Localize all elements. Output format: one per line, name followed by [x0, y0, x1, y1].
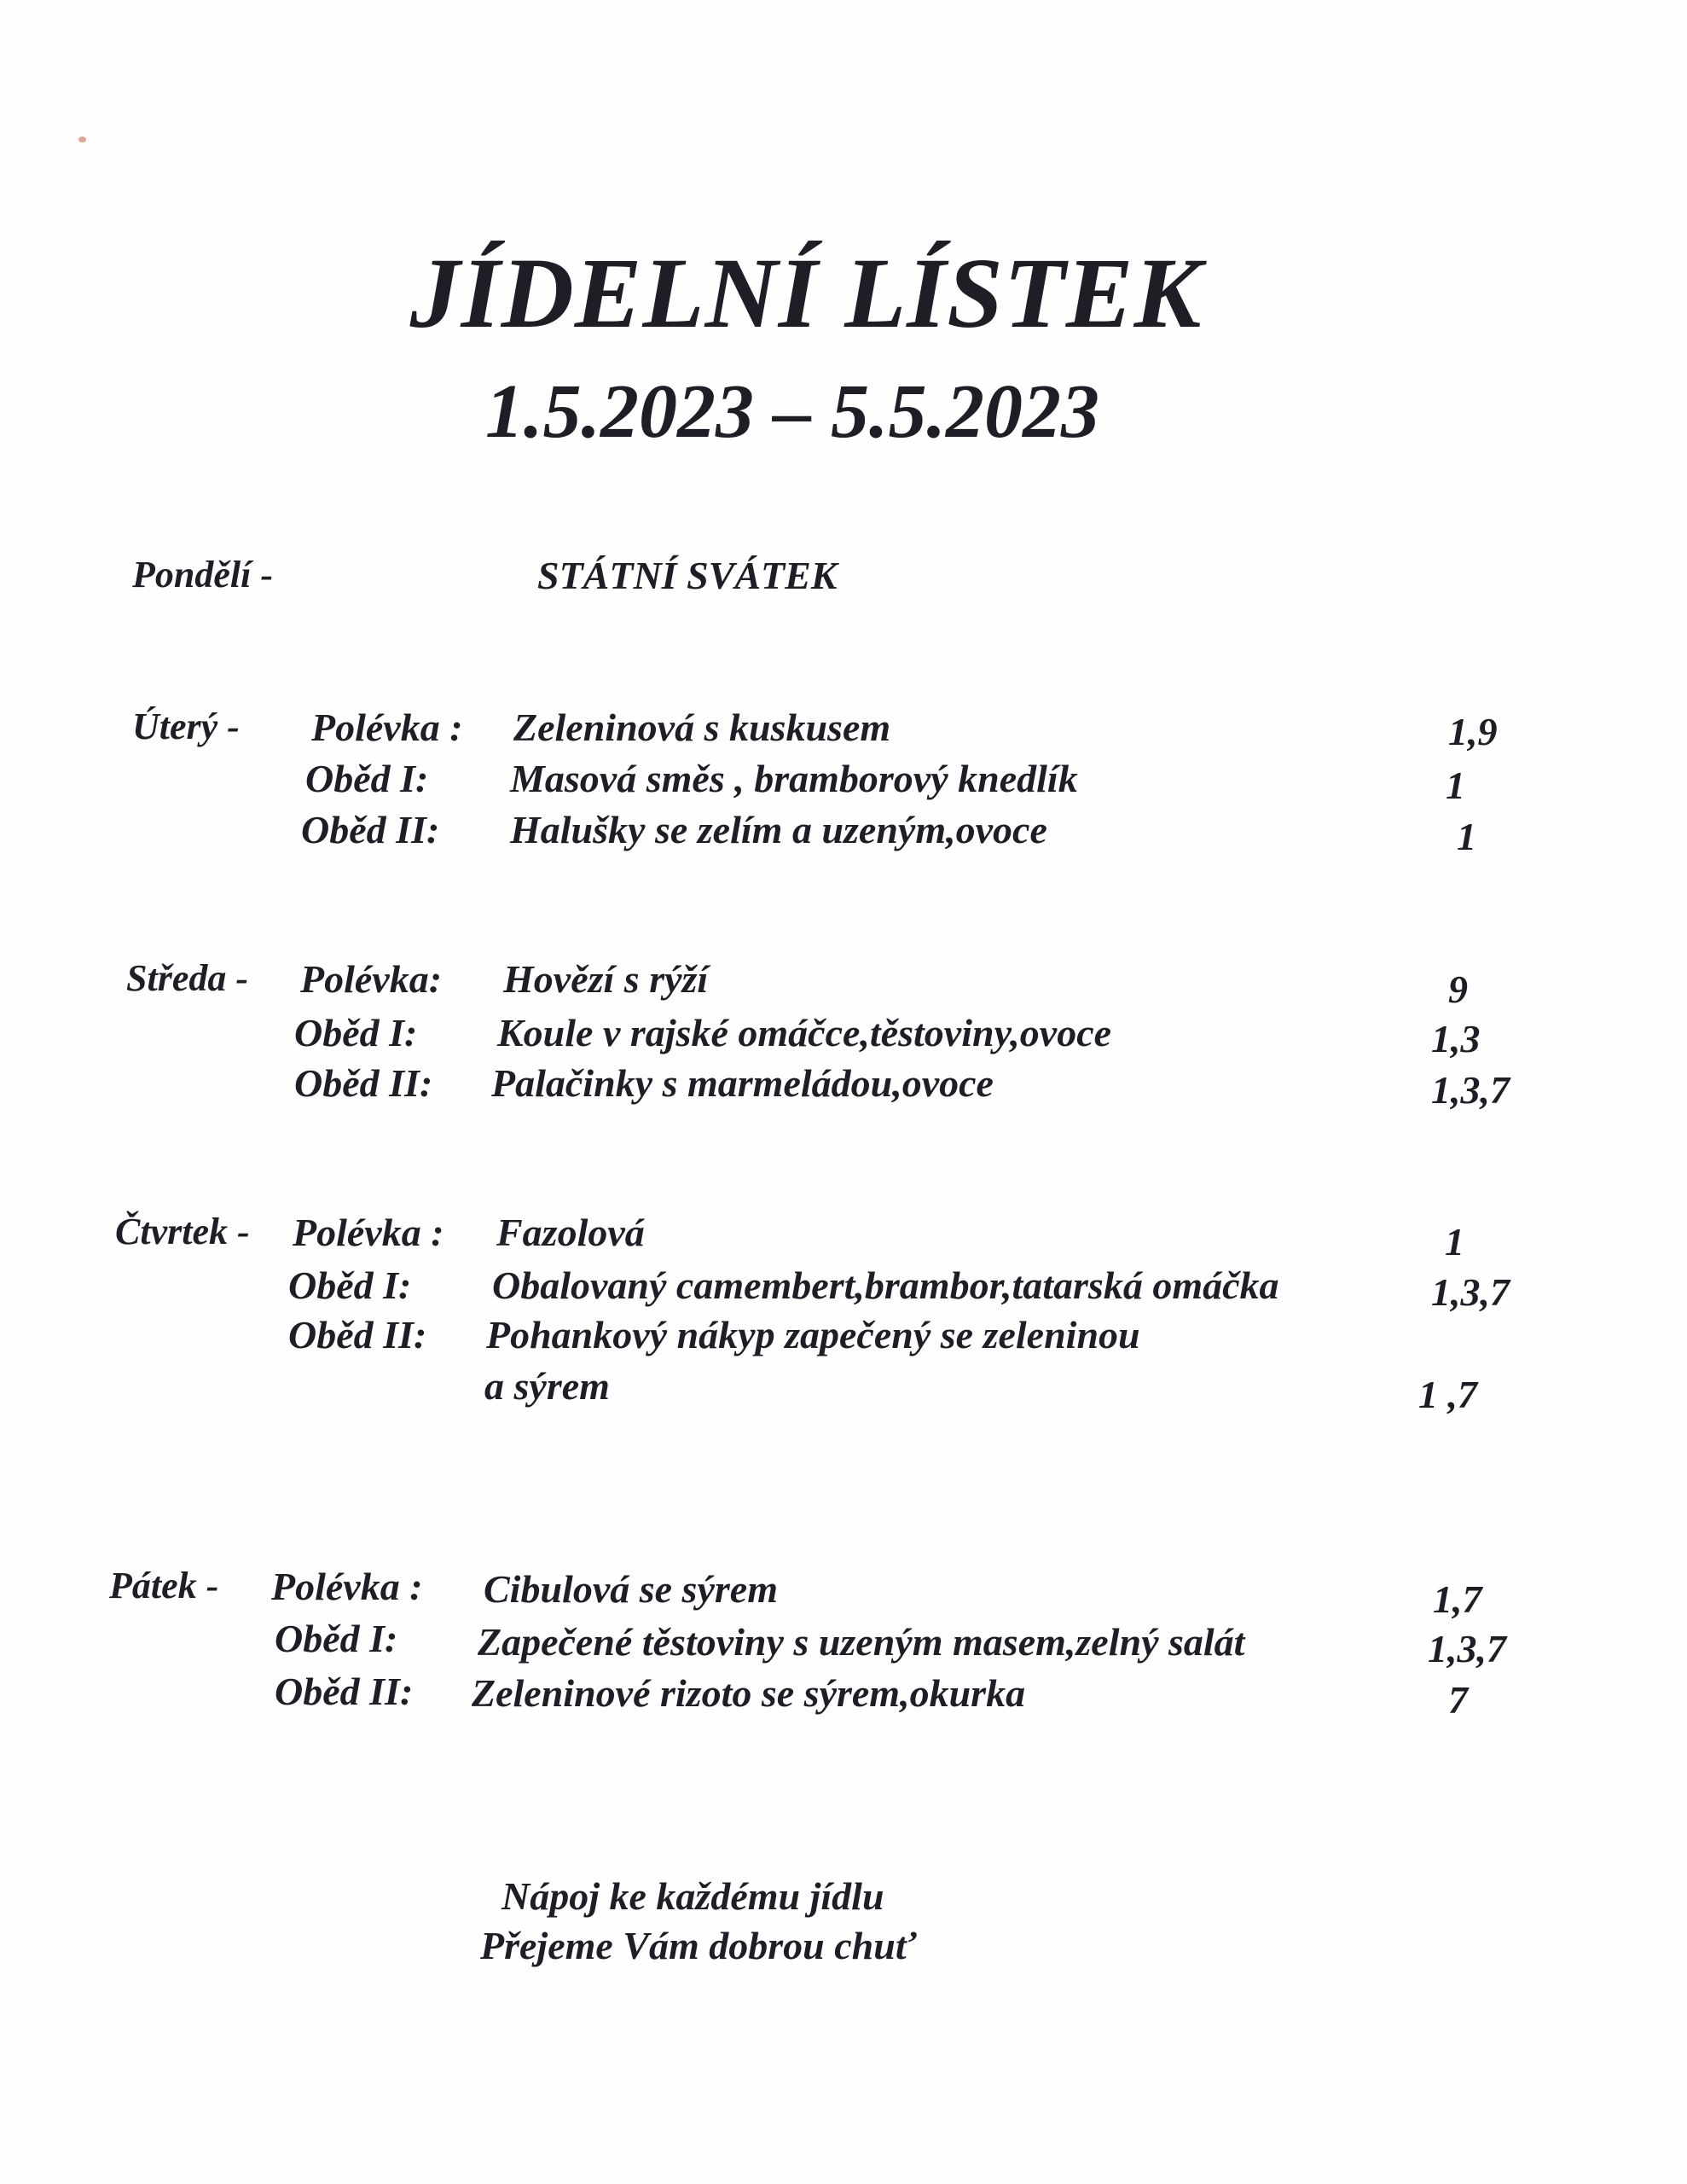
- allergens: 1,9: [1448, 710, 1498, 753]
- dish-name: Palačinky s marmeládou,ovoce: [491, 1061, 994, 1105]
- menu-label: Polévka :: [271, 1565, 423, 1608]
- menu-label: Oběd I:: [294, 1011, 418, 1054]
- menu-label: Polévka :: [293, 1211, 444, 1254]
- dish-name: Zapečené těstoviny s uzeným masem,zelný salát: [478, 1620, 1245, 1664]
- menu-label: Oběd II:: [294, 1061, 433, 1105]
- menu-label: Oběd I:: [275, 1617, 398, 1660]
- allergens: 1: [1446, 764, 1465, 807]
- day-tuesday: Úterý -: [132, 706, 240, 747]
- dish-name-continued: a sýrem: [484, 1364, 610, 1408]
- dish-name: Pohankový nákyp zapečený se zeleninou: [486, 1313, 1140, 1356]
- allergens: 1,3,7: [1428, 1627, 1506, 1670]
- allergens: 1: [1445, 1220, 1464, 1263]
- day-monday: Pondělí -: [132, 554, 273, 595]
- dish-name: Koule v rajské omáčce,těstoviny,ovoce: [497, 1011, 1112, 1054]
- footer-greeting: Přejeme Vám dobrou chuť: [480, 1924, 917, 1967]
- allergens: 1,3: [1431, 1017, 1481, 1060]
- dish-name: Hovězí s rýží: [503, 957, 709, 1001]
- holiday-note: STÁTNÍ SVÁTEK: [537, 554, 838, 597]
- menu-label: Oběd I:: [305, 757, 429, 800]
- allergens: 7: [1448, 1678, 1468, 1722]
- allergens: 1: [1457, 815, 1476, 858]
- dish-name: Cibulová se sýrem: [484, 1567, 778, 1611]
- allergens: 9: [1448, 967, 1468, 1011]
- allergens: 1,7: [1433, 1577, 1482, 1621]
- menu-label: Oběd II:: [288, 1313, 427, 1356]
- page-title: JÍDELNÍ LÍSTEK: [409, 237, 1203, 349]
- paper-speck: [78, 136, 86, 142]
- menu-label: Oběd II:: [301, 808, 440, 851]
- dish-name: Zeleninová s kuskusem: [513, 706, 891, 749]
- day-wednesday: Středa -: [126, 957, 248, 999]
- date-range: 1.5.2023 – 5.5.2023: [485, 369, 1099, 454]
- footer-drink-note: Nápoj ke každému jídlu: [501, 1874, 884, 1918]
- allergens: 1,3,7: [1431, 1270, 1510, 1314]
- day-friday: Pátek -: [109, 1565, 219, 1606]
- allergens: 1,3,7: [1431, 1068, 1510, 1112]
- menu-label: Oběd II:: [275, 1670, 414, 1713]
- dish-name: Obalovaný camembert,brambor,tatarská omáčka: [492, 1263, 1279, 1307]
- dish-name: Fazolová: [496, 1211, 645, 1254]
- dish-name: Halušky se zelím a uzeným,ovoce: [510, 808, 1047, 851]
- menu-label: Polévka :: [311, 706, 463, 749]
- dish-name: Masová směs , bramborový knedlík: [510, 757, 1078, 800]
- menu-label: Polévka:: [300, 957, 443, 1001]
- menu-label: Oběd I:: [288, 1263, 412, 1307]
- day-thursday: Čtvrtek -: [115, 1211, 250, 1252]
- dish-name: Zeleninové rizoto se sýrem,okurka: [472, 1671, 1026, 1715]
- allergens: 1 ,7: [1418, 1373, 1477, 1416]
